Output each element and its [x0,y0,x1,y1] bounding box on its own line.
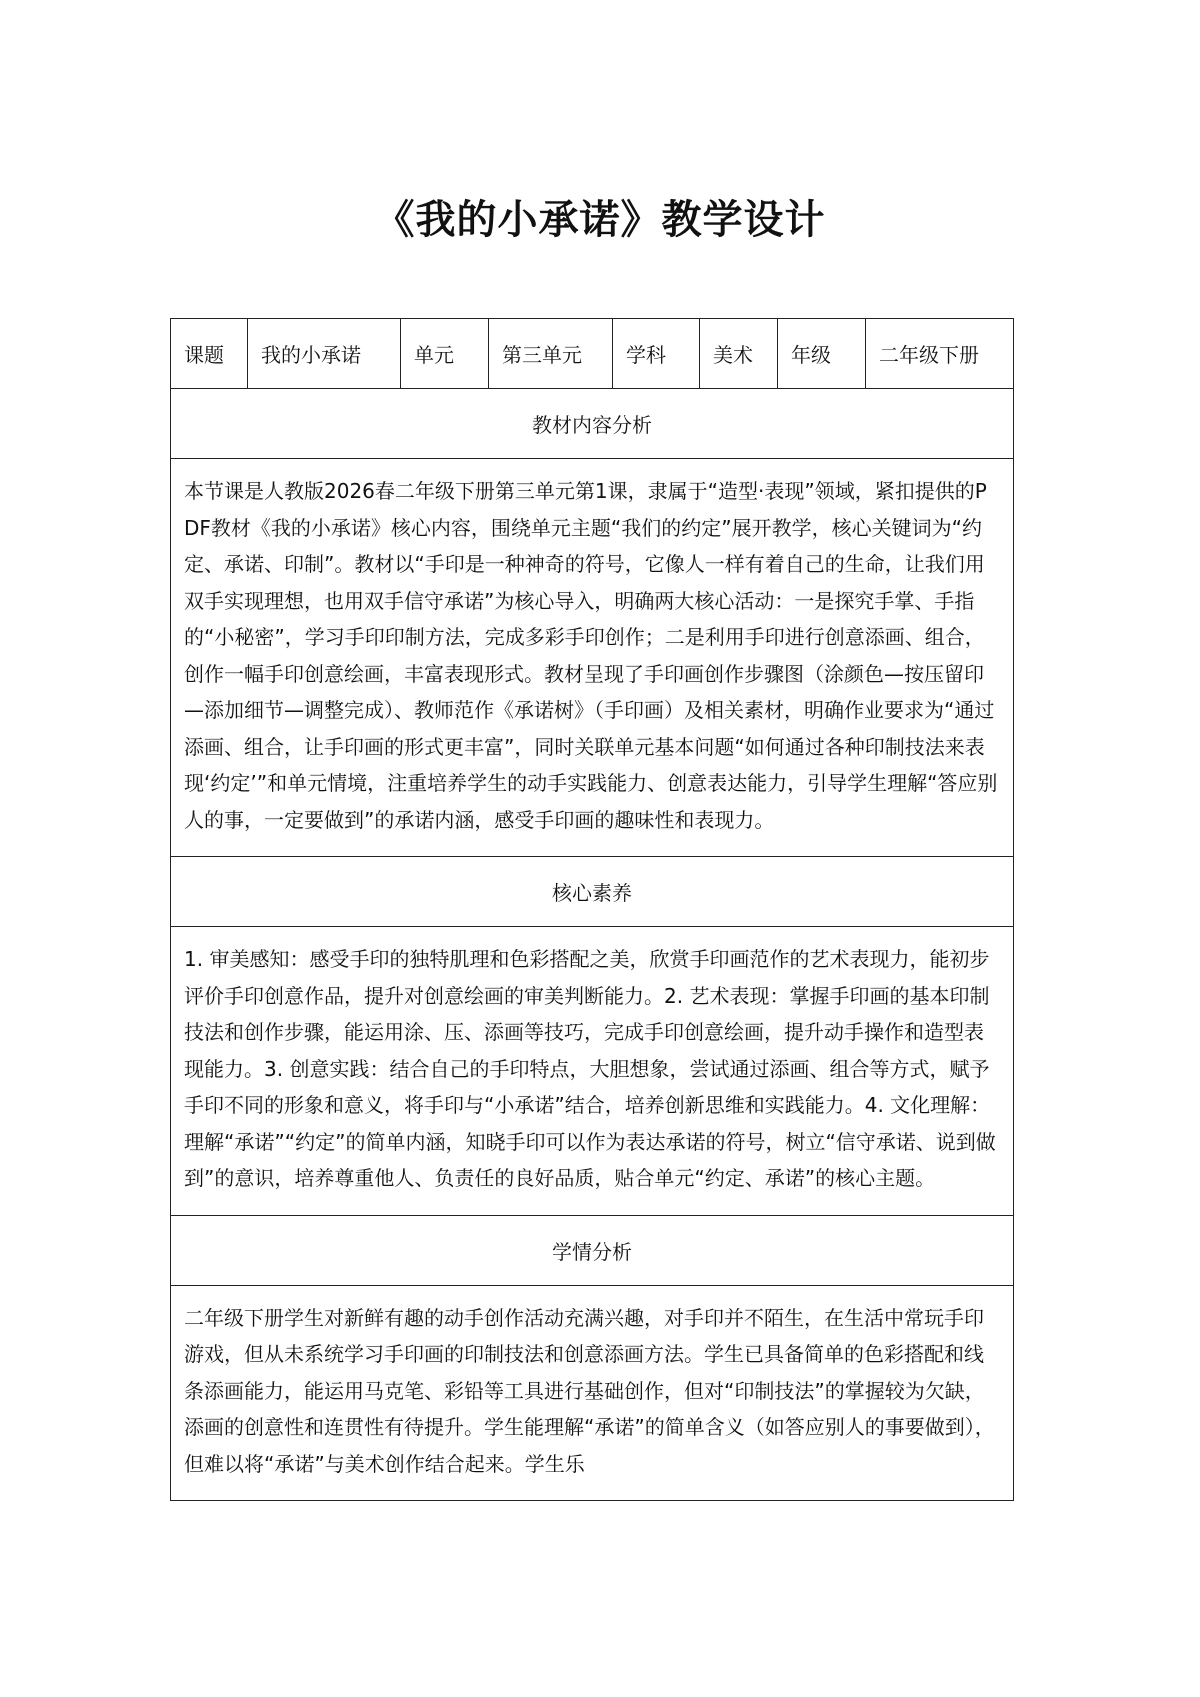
section-body-row [171,1285,1014,1501]
subject-value: 美术 [700,319,778,389]
section-body-row [171,927,1014,1216]
section-heading-row [171,857,1014,927]
grade-label: 年级 [778,319,866,389]
grade-value: 二年级下册 [866,319,1014,389]
unit-label: 单元 [401,319,489,389]
topic-value: 我的小承诺 [248,319,401,389]
info-row [171,319,1014,389]
section-heading-row [171,389,1014,459]
section-body-row [171,459,1014,857]
document-title: 《我的小承诺》教学设计 [374,197,826,243]
core-literacy-body: 1. 审美感知：感受手印的独特肌理和色彩搭配之美，欣赏手印画范作的艺术表现力，能初步评价手印创意作品，提升对创意绘画的审美判断能力。2. 艺术表现：掌握手印画的基本印制技法和创作步骤，能运用涂、压、添画等技巧，完成手印创意绘画，提升动手操作和造型表现能力。3. 创意实践：结合自己的手印特点，大胆想象，尝试通过添画、组合等方式，赋予手印不同的形象和意义，将手印与“小承诺”结合，培养创新思维和实践能力。4. 文化理解：理解“承诺”“约定”的简单内涵，知晓手印可以作为表达承诺的符号，树立“信守承诺、说到做到”的意识，培养尊重他人、负责任的良好品质，贴合单元“约定、承诺”的核心主题。 [171,927,1014,1216]
section-heading-row [171,1215,1014,1285]
unit-value: 第三单元 [489,319,613,389]
textbook-analysis-heading: 教材内容分析 [171,389,1014,459]
student-analysis-heading: 学情分析 [171,1215,1014,1285]
topic-label: 课题 [171,319,248,389]
textbook-analysis-body: 本节课是人教版2026春二年级下册第三单元第1课，隶属于“造型·表现”领域，紧扣提供的PDF教材《我的小承诺》核心内容，围绕单元主题“我们的约定”展开教学，核心关键词为“约定、承诺、印制”。教材以“手印是一种神奇的符号，它像人一样有着自己的生命，让我们用双手实现理想，也用双手信守承诺”为核心导入，明确两大核心活动：一是探究手掌、手指的“小秘密”，学习手印印制方法，完成多彩手印创作；二是利用手印进行创意添画、组合，创作一幅手印创意绘画，丰富表现形式。教材呈现了手印画创作步骤图（涂颜色—按压留印—添加细节—调整完成）、教师范作《承诺树》（手印画）及相关素材，明确作业要求为“通过添画、组合，让手印画的形式更丰富”，同时关联单元基本问题“如何通过各种印制技法来表现‘约定’”和单元情境，注重培养学生的动手实践能力、创意表达能力，引导学生理解“答应别人的事，一定要做到”的承诺内涵，感受手印画的趣味性和表现力。 [171,459,1014,857]
core-literacy-heading: 核心素养 [171,857,1014,927]
student-analysis-body: 二年级下册学生对新鲜有趣的动手创作活动充满兴趣，对手印并不陌生，在生活中常玩手印游戏，但从未系统学习手印画的印制技法和创意添画方法。学生已具备简单的色彩搭配和线条添画能力，能运用马克笔、彩铅等工具进行基础创作，但对“印制技法”的掌握较为欠缺，添画的创意性和连贯性有待提升。学生能理解“承诺”的简单含义（如答应别人的事要做到），但难以将“承诺”与美术创作结合起来。学生乐 [171,1285,1014,1501]
subject-label: 学科 [613,319,700,389]
lesson-plan-table [170,318,1014,1501]
